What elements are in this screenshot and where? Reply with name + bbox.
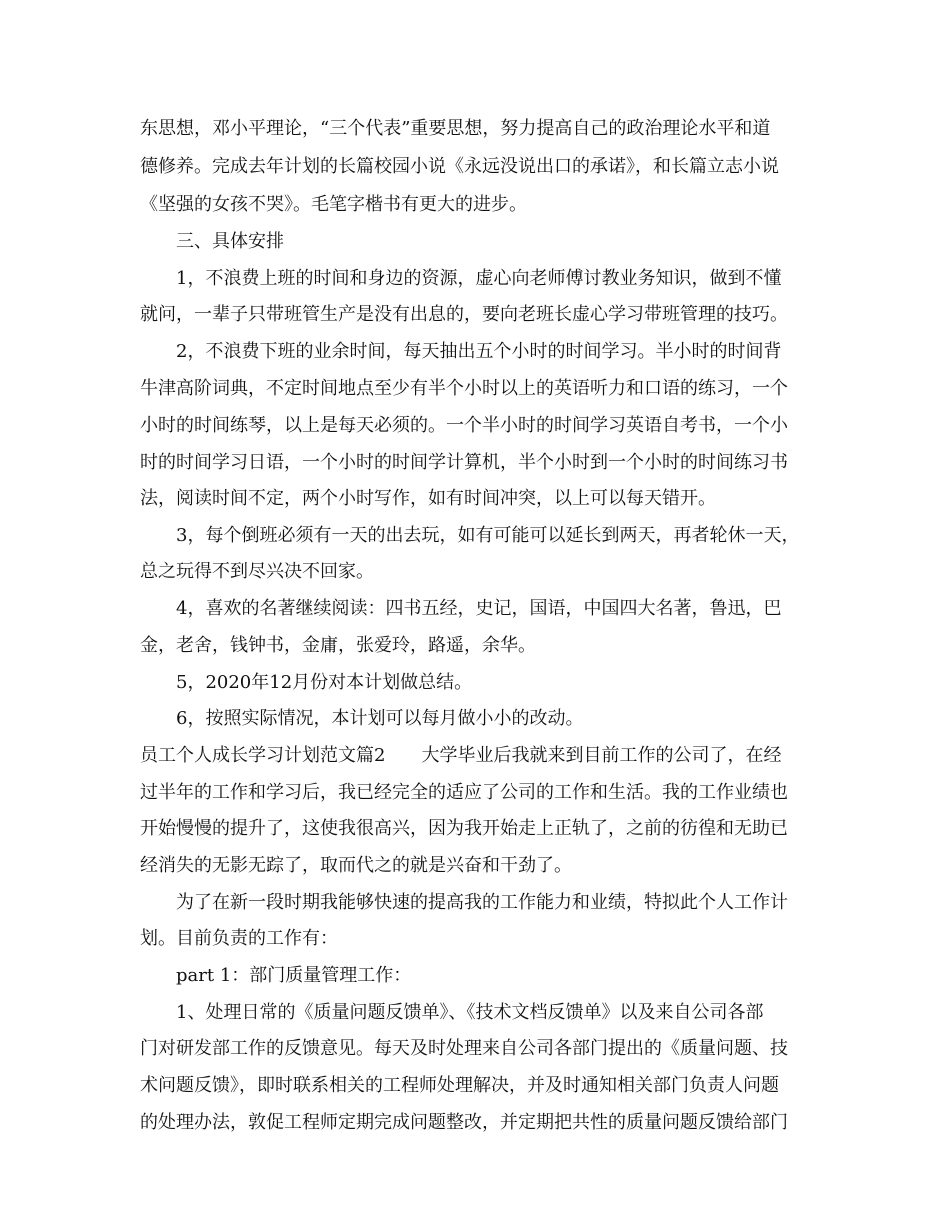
text-line-content: 开始慢慢的提升了，这使我很高兴，因为我开始走上正轨了，之前的彷徨和无助已 xyxy=(140,818,788,839)
text-line xyxy=(176,525,799,547)
section-heading-text: 三、具体安排 xyxy=(176,231,284,252)
text-line xyxy=(176,708,583,730)
text-line-content: 3，每个倒班必须有一天的出去玩，如有可能可以延长到两天，再者轮休一天， xyxy=(176,525,800,546)
text-line-content: 《坚强的女孩不哭》。毛笔字楷书有更大的进步。 xyxy=(140,194,527,215)
text-line-content: 4，喜欢的名著继续阅读：四书五经，史记，国语，中国四大名著，鲁迅，巴 xyxy=(176,598,782,619)
text-line-content: 术问题反馈》，即时联系相关的工程师处理解决，并及时通知相关部门负责人问题 xyxy=(140,1075,779,1096)
text-line xyxy=(140,745,781,767)
text-line-content: 过半年的工作和学习后，我已经完全的适应了公司的工作和生活。我的工作业绩也 xyxy=(140,782,788,803)
text-line-content: 经消失的无影无踪了，取而代之的就是兴奋和干劲了。 xyxy=(140,855,572,876)
text-line xyxy=(176,965,411,987)
text-line-content: 就问，一辈子只带班管生产是没有出息的，要向老班长虚心学习带班管理的技巧。 xyxy=(140,304,788,325)
text-line xyxy=(176,892,788,914)
text-line xyxy=(140,635,536,657)
text-line-content: 法，阅读时间不定，两个小时写作，如有时间冲突，以上可以每天错开。 xyxy=(140,488,716,509)
section-heading xyxy=(176,231,284,253)
text-line-content: 东思想，邓小平理论，“三个代表”重要思想，努力提高自己的政治理论水平和道 xyxy=(140,118,771,139)
text-line xyxy=(176,341,781,363)
text-line-content: 划。目前负责的工作有： xyxy=(140,928,338,949)
text-line-content: part 1：部门质量管理工作： xyxy=(176,965,412,986)
text-line-content: 2，不浪费下班的业余时间，每天抽出五个小时的时间学习。半小时的时间背 xyxy=(176,341,782,362)
text-line-content: 1，不浪费上班的时间和身边的资源，虚心向老师傅讨教业务知识，做到不懂 xyxy=(176,268,782,289)
text-line xyxy=(140,156,779,178)
text-line-content: 为了在新一段时期我能够快速的提高我的工作能力和业绩，特拟此个人工作计 xyxy=(176,892,788,913)
text-line xyxy=(140,782,788,804)
text-line xyxy=(140,378,788,400)
text-line-content: 金，老舍，钱钟书，金庸，张爱玲，路遥，余华。 xyxy=(140,635,536,656)
text-line xyxy=(176,598,781,620)
text-line xyxy=(140,452,788,474)
text-line xyxy=(140,561,374,583)
text-line xyxy=(140,415,788,437)
text-line-content: 小时的时间练琴，以上是每天必须的。一个半小时的时间学习英语自考书，一个小 xyxy=(140,415,788,436)
text-line-content: 牛津高阶词典，不定时间地点至少有半个小时以上的英语听力和口语的练习，一个 xyxy=(140,378,788,399)
text-line xyxy=(140,194,527,216)
text-line-content: 的处理办法，敦促工程师定期完成问题整改，并定期把共性的质量问题反馈给部门 xyxy=(140,1112,788,1133)
text-line xyxy=(140,1038,788,1060)
text-line xyxy=(140,304,788,326)
text-line xyxy=(140,488,716,510)
text-line-content: 6，按照实际情况，本计划可以每月做小小的改动。 xyxy=(176,708,584,729)
text-line-content: 门对研发部工作的反馈意见。每天及时处理来自公司各部门提出的《质量问题、技 xyxy=(140,1038,788,1059)
text-line xyxy=(176,1002,763,1024)
text-line-content: 5，2020年12月份对本计划做总结。 xyxy=(176,672,473,693)
text-line xyxy=(140,855,572,877)
text-line-content: 总之玩得不到尽兴决不回家。 xyxy=(140,561,374,582)
text-line-content: 员工个人成长学习计划范文篇2 大学毕业后我就来到目前工作的公司了，在经 xyxy=(140,745,782,766)
text-line xyxy=(176,268,781,290)
text-line xyxy=(140,928,338,950)
text-line xyxy=(176,672,472,694)
text-line-content: 1、处理日常的《质量问题反馈单》、《技术文档反馈单》以及来自公司各部 xyxy=(176,1002,764,1023)
text-line-content: 德修养。完成去年计划的长篇校园小说《永远没说出口的承诺》，和长篇立志小说 xyxy=(140,156,779,177)
text-line xyxy=(140,1112,788,1134)
text-line xyxy=(140,818,788,840)
text-line xyxy=(140,118,770,140)
text-line xyxy=(140,1075,779,1097)
text-line-content: 时的时间学习日语，一个小时的时间学计算机，半个小时到一个小时的时间练习书 xyxy=(140,452,788,473)
